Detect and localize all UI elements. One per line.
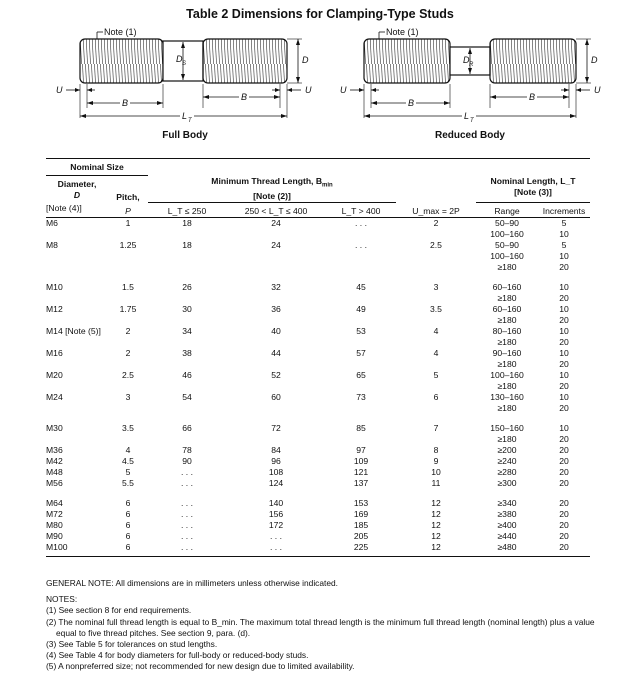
svg-text:R: R — [469, 62, 474, 68]
range-cell: 50–90 100–160 — [490, 217, 524, 239]
table-row — [46, 542, 590, 553]
bmin-lt2-cell: 172 — [268, 519, 284, 530]
bmin-lt2-cell: . . . — [270, 530, 282, 541]
increments-cell: 10 20 — [559, 391, 569, 413]
bmin-lt2-cell: 96 — [271, 455, 281, 466]
umax-cell: 5 — [433, 369, 439, 380]
range-cell: 50–90 100–160 ≥180 — [490, 239, 524, 272]
increments-cell: 5 10 — [559, 217, 569, 239]
table-row — [46, 370, 590, 392]
table-row — [46, 467, 590, 478]
bmin-lt1-cell: 46 — [182, 369, 192, 380]
table-row — [46, 531, 590, 542]
umax-cell: 11 — [431, 477, 441, 488]
diameter-cell: M6 — [46, 217, 58, 228]
b-right-label: B — [529, 92, 536, 102]
table-row — [46, 478, 590, 489]
bmin-lt2-cell: 140 — [268, 497, 284, 508]
umax-cell: 2.5 — [430, 239, 442, 250]
diameter-cell: M56 — [46, 477, 63, 488]
pitch-cell: 1.75 — [119, 303, 137, 314]
increments-cell: 10 20 — [559, 303, 569, 325]
range-cell: ≥300 — [497, 477, 517, 488]
pitch-cell: 2 — [125, 325, 131, 336]
range-cell: 90–160 ≥180 — [492, 347, 522, 369]
range-cell: ≥340 — [497, 497, 517, 508]
bmin-lt1-cell: 38 — [182, 347, 192, 358]
bmin-lt1-cell: 30 — [182, 303, 192, 314]
table-row — [46, 326, 590, 348]
bmin-lt1-cell: . . . — [181, 530, 193, 541]
range-cell: ≥280 — [497, 466, 517, 477]
note-item: (1) See section 8 for end requirements. — [46, 605, 192, 616]
bmin-lt2-cell: 32 — [271, 281, 281, 292]
note-1-callout: Note (1) — [104, 27, 137, 37]
full-body-figure — [40, 24, 330, 126]
header-diameter-note: [Note (4)] — [46, 202, 82, 213]
umax-cell: 12 — [431, 508, 441, 519]
body-diameter-label: D — [176, 54, 183, 64]
note-item: (4) See Table 4 for body diameters for full-body or reduced-body studs. — [46, 650, 309, 661]
pitch-cell: 1.25 — [119, 239, 137, 250]
note-item: (5) A nonpreferred size; not recommended for new design due to limited availability. — [46, 661, 355, 672]
bmin-lt2-cell: . . . — [270, 541, 282, 552]
pitch-cell: 6 — [125, 497, 131, 508]
diameter-cell: M48 — [46, 466, 63, 477]
increments-cell: 20 — [559, 466, 569, 477]
bmin-lt2-cell: 124 — [268, 477, 284, 488]
pitch-cell: 1.5 — [122, 281, 134, 292]
table-row — [46, 240, 590, 273]
svg-text:S: S — [182, 61, 187, 67]
bmin-lt3-cell: 45 — [356, 281, 366, 292]
bmin-lt3-cell: 185 — [353, 519, 369, 530]
bmin-lt1-cell: 34 — [182, 325, 192, 336]
note-1-callout: Note (1) — [386, 27, 419, 37]
diameter-cell: M30 — [46, 422, 63, 433]
increments-cell: 10 20 — [559, 347, 569, 369]
table-row — [46, 423, 590, 445]
bmin-lt3-cell: 137 — [353, 477, 369, 488]
notes-section — [46, 578, 601, 673]
bmin-lt2-cell: 40 — [271, 325, 281, 336]
general-note: GENERAL NOTE: All dimensions are in millimeters unless otherwise indicated. — [46, 578, 338, 588]
bmin-lt3-cell: 205 — [353, 530, 369, 541]
note-item: (3) See Table 5 for tolerances on stud lengths. — [46, 639, 218, 650]
bmin-lt2-cell: 156 — [268, 508, 284, 519]
increments-cell: 10 20 — [559, 281, 569, 303]
bmin-lt1-cell: 26 — [182, 281, 192, 292]
increments-cell: 20 — [559, 455, 569, 466]
diameter-cell: M80 — [46, 519, 63, 530]
range-cell: 60–160 ≥180 — [492, 303, 522, 325]
header-lt1: L_T ≤ 250 — [167, 205, 207, 216]
svg-text:T: T — [470, 118, 474, 124]
bmin-lt3-cell: 121 — [353, 466, 369, 477]
u-left-label: U — [56, 85, 63, 95]
diameter-cell: M42 — [46, 455, 63, 466]
diameter-label: D — [302, 55, 309, 65]
umax-cell: 12 — [431, 519, 441, 530]
pitch-cell: 5.5 — [122, 477, 134, 488]
header-pitch-symbol: P — [125, 205, 131, 216]
bmin-lt3-cell: 73 — [356, 391, 366, 402]
umax-cell: 8 — [433, 444, 439, 455]
diameter-cell: M14 [Note (5)] — [46, 325, 101, 336]
bmin-lt1-cell: . . . — [181, 541, 193, 552]
increments-cell: 10 20 — [559, 325, 569, 347]
reduced-body-figure — [330, 24, 620, 126]
pitch-cell: 6 — [125, 519, 131, 530]
bmin-lt1-cell: 90 — [182, 455, 192, 466]
diameter-label: D — [591, 55, 598, 65]
range-cell: 60–160 ≥180 — [492, 281, 522, 303]
umax-cell: 9 — [433, 455, 439, 466]
diameter-cell: M36 — [46, 444, 63, 455]
bmin-lt2-cell: 24 — [271, 239, 281, 250]
range-cell: 150–160 ≥180 — [490, 422, 524, 444]
umax-cell: 12 — [431, 497, 441, 508]
range-cell: ≥480 — [497, 541, 517, 552]
note-item: (2) The nominal full thread length is equal to B_min. The maximum total thread length is the minimum full thread length (nominal length) plus a value equal to five thread pitches. See section 9, para. (d). — [46, 616, 595, 638]
diameter-cell: M8 — [46, 239, 58, 250]
full-body-caption: Full Body — [162, 130, 208, 141]
header-lt3: L_T > 400 — [341, 205, 381, 216]
pitch-cell: 4.5 — [122, 455, 134, 466]
umax-cell: 3 — [433, 281, 439, 292]
bmin-lt3-cell: 225 — [353, 541, 369, 552]
range-cell: ≥240 — [497, 455, 517, 466]
bmin-lt1-cell: . . . — [181, 477, 193, 488]
increments-cell: 20 — [559, 508, 569, 519]
bmin-lt3-cell: 153 — [353, 497, 369, 508]
diameter-cell: M16 — [46, 347, 63, 358]
table-row — [46, 304, 590, 326]
bmin-lt2-cell: 108 — [268, 466, 284, 477]
bmin-lt2-cell: 24 — [271, 217, 281, 228]
bmin-lt3-cell: 53 — [356, 325, 366, 336]
pitch-cell: 2.5 — [122, 369, 134, 380]
pitch-cell: 5 — [125, 466, 131, 477]
bmin-lt2-cell: 36 — [271, 303, 281, 314]
bmin-lt1-cell: 18 — [182, 217, 192, 228]
increments-cell: 10 20 — [559, 369, 569, 391]
notes-heading: NOTES: — [46, 594, 78, 605]
range-cell: 130–160 ≥180 — [490, 391, 524, 413]
table-row — [46, 498, 590, 509]
pitch-cell: 6 — [125, 541, 131, 552]
range-cell: 100–160 ≥180 — [490, 369, 524, 391]
bmin-lt1-cell: 54 — [182, 391, 192, 402]
header-nominal-size: Nominal Size — [46, 159, 148, 176]
pitch-cell: 2 — [125, 347, 131, 358]
bmin-lt1-cell: . . . — [181, 519, 193, 530]
header-range: Range — [494, 205, 520, 216]
table-row — [46, 348, 590, 370]
diameter-cell: M72 — [46, 508, 63, 519]
svg-text:T: T — [188, 118, 192, 124]
diameter-cell: M90 — [46, 530, 63, 541]
header-umax: U_max = 2P — [412, 205, 460, 216]
increments-cell: 20 — [559, 444, 569, 455]
increments-cell: 5 10 20 — [559, 239, 569, 272]
dimensions-table — [46, 158, 590, 557]
umax-cell: 4 — [433, 325, 439, 336]
pitch-cell: 3.5 — [122, 422, 134, 433]
range-cell: 80–160 ≥180 — [492, 325, 522, 347]
range-cell: ≥440 — [497, 530, 517, 541]
increments-cell: 10 20 — [559, 422, 569, 444]
range-cell: ≥200 — [497, 444, 517, 455]
increments-cell: 20 — [559, 519, 569, 530]
length-label: L — [464, 111, 470, 121]
header-diameter: Diameter, D — [57, 179, 97, 200]
pitch-cell: 6 — [125, 508, 131, 519]
bmin-lt1-cell: . . . — [181, 497, 193, 508]
u-right-label: U — [305, 85, 312, 95]
bmin-lt3-cell: 57 — [356, 347, 366, 358]
bmin-lt1-cell: 66 — [182, 422, 192, 433]
table-row — [46, 456, 590, 467]
u-right-label: U — [594, 85, 601, 95]
increments-cell: 20 — [559, 497, 569, 508]
umax-cell: 6 — [433, 391, 439, 402]
bmin-lt3-cell: 49 — [356, 303, 366, 314]
reduced-body-caption: Reduced Body — [434, 130, 505, 141]
table-title: Table 2 Dimensions for Clamping-Type Studs — [186, 7, 454, 21]
bmin-lt3-cell: 97 — [356, 444, 366, 455]
bmin-lt3-cell: 169 — [353, 508, 369, 519]
header-min-thread: Minimum Thread Length, $B_{min}$ [Note (2)] — [148, 176, 396, 203]
length-label: L — [182, 111, 188, 121]
diameter-cell: M64 — [46, 497, 63, 508]
header-lt2: 250 < L_T ≤ 400 — [244, 205, 308, 216]
range-cell: ≥400 — [497, 519, 517, 530]
increments-cell: 20 — [559, 477, 569, 488]
increments-cell: 20 — [559, 530, 569, 541]
reduced-diameter-label: D — [463, 55, 470, 65]
table-row — [46, 282, 590, 304]
bmin-lt2-cell: 72 — [271, 422, 281, 433]
table-body — [46, 217, 590, 556]
table-row — [46, 509, 590, 520]
bmin-lt3-cell: 85 — [356, 422, 366, 433]
pitch-cell: 6 — [125, 530, 131, 541]
diameter-cell: M100 — [46, 541, 68, 552]
table-row — [46, 520, 590, 531]
pitch-cell: 4 — [125, 444, 131, 455]
bmin-lt2-cell: 84 — [271, 444, 281, 455]
bmin-lt2-cell: 52 — [271, 369, 281, 380]
range-cell: ≥380 — [497, 508, 517, 519]
diameter-cell: M20 — [46, 369, 63, 380]
pitch-cell: 1 — [125, 217, 131, 228]
bmin-lt1-cell: . . . — [181, 508, 193, 519]
bmin-lt1-cell: 78 — [182, 444, 192, 455]
umax-cell: 2 — [433, 217, 439, 228]
b-right-label: B — [241, 92, 248, 102]
table-row — [46, 217, 590, 240]
umax-cell: 7 — [433, 422, 439, 433]
umax-cell: 4 — [433, 347, 439, 358]
bmin-lt3-cell: . . . — [355, 239, 367, 250]
diameter-cell: M24 — [46, 391, 63, 402]
table-row — [46, 392, 590, 414]
pitch-cell: 3 — [125, 391, 131, 402]
header-nominal-length: Nominal Length, L_T [Note (3)] — [476, 176, 590, 203]
b-left-label: B — [122, 98, 129, 108]
bmin-lt1-cell: 18 — [182, 239, 192, 250]
u-left-label: U — [340, 85, 347, 95]
bmin-lt3-cell: . . . — [355, 217, 367, 228]
umax-cell: 12 — [431, 530, 441, 541]
header-pitch: Pitch, — [116, 191, 140, 202]
umax-cell: 10 — [431, 466, 441, 477]
table-row — [46, 445, 590, 456]
diameter-cell: M12 — [46, 303, 63, 314]
umax-cell: 12 — [431, 541, 441, 552]
bmin-lt2-cell: 60 — [271, 391, 281, 402]
bmin-lt1-cell: . . . — [181, 466, 193, 477]
bmin-lt2-cell: 44 — [271, 347, 281, 358]
header-increments: Increments — [542, 205, 586, 216]
b-left-label: B — [408, 98, 415, 108]
bmin-lt3-cell: 65 — [356, 369, 366, 380]
bmin-lt3-cell: 109 — [353, 455, 369, 466]
diameter-cell: M10 — [46, 281, 63, 292]
umax-cell: 3.5 — [430, 303, 442, 314]
increments-cell: 20 — [559, 541, 569, 552]
